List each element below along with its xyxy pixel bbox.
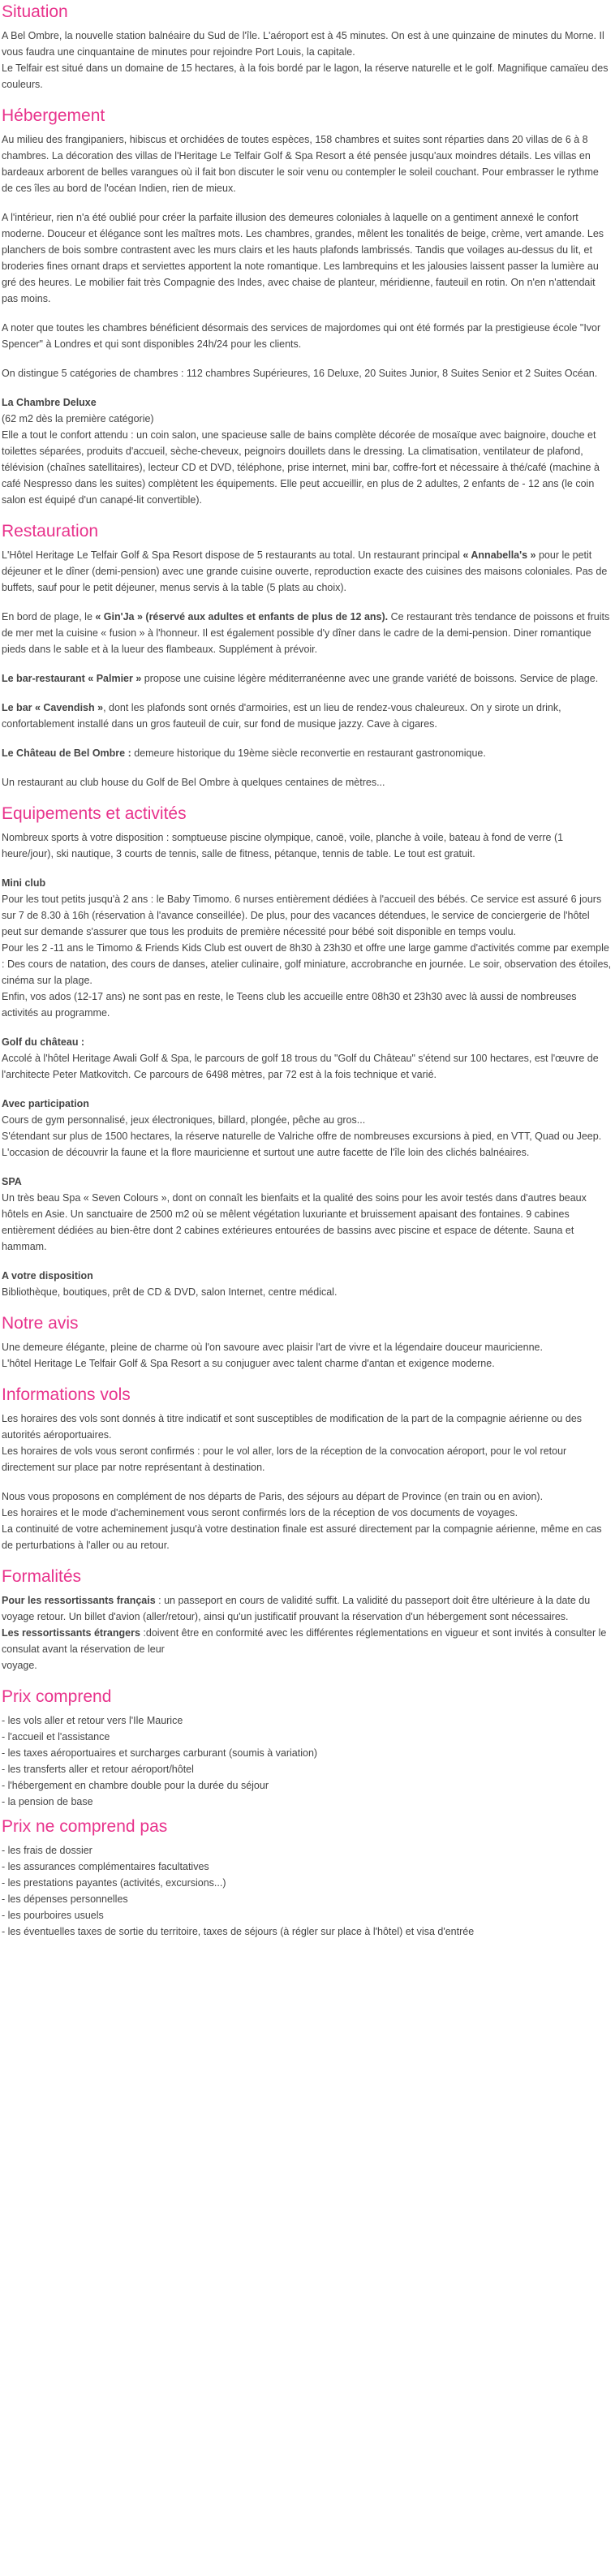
paragraph: A Bel Ombre, la nouvelle station balnéaire du Sud de l'île. L'aéroport est à 45 minutes. On est à une quinzaine de minutes du Morne. Il vous faudra une cinquantaine de minutes pour rejoindre Port Louis, la capitale. [2, 30, 604, 58]
section-title-situation: Situation [2, 2, 68, 21]
subheading-a-votre-disposition: A votre disposition [2, 1270, 93, 1282]
list-item: - l'accueil et l'assistance [2, 1731, 110, 1742]
section-restauration [2, 521, 612, 790]
section-situation [2, 2, 612, 93]
paragraph: Une demeure élégante, pleine de charme où l'on savoure avec plaisir l'art de vivre et la légendaire douceur mauricienne. [2, 1342, 543, 1353]
paragraph: L'hôtel Heritage Le Telfair Golf & Spa Resort a su conjuguer avec talent charme d'antan et exigence moderne. [2, 1358, 495, 1369]
text: pour le petit déjeuner et le dîner (demi-pension) avec une grande cuisine ouverte, reproduction exacte des cuisines des maisons coloniales. Pas de buffets, sauf pour le petit déjeuner, menus servis à la table (5 plats au choix). [2, 549, 608, 593]
paragraph: Cours de gym personnalisé, jeux électroniques, billard, plongée, pêche au gros... [2, 1114, 366, 1126]
section-prix-comprend [2, 1686, 612, 1810]
paragraph: Pour les tout petits jusqu'à 2 ans : le Baby Timomo. 6 nurses entièrement dédiées à l'accueil des bébés. Ce service est assuré 6 jours sur 7 de 8.30 à 16h (réservation à l'avance conseillée). De plus, pour des vacances détendues, le service de conciergerie de l'hôtel peut sur demande s'assurer que tous les produits de première nécessité pour bébé soit disponible en temps voulu. [2, 894, 602, 937]
restaurant-name: Le Château de Bel Ombre : [2, 747, 131, 759]
restaurant-name: « Gin'Ja » (réservé aux adultes et enfants de plus de 12 ans). [95, 611, 389, 622]
text: En bord de plage, le [2, 611, 96, 622]
restaurant-name: Le bar « Cavendish » [2, 702, 104, 713]
subheading-spa: SPA [2, 1176, 22, 1187]
section-informations-vols [2, 1385, 612, 1553]
paragraph: Elle a tout le confort attendu : un coin salon, une spacieuse salle de bains complète décorée de mosaïque avec baignoire, douche et toilettes séparées, produits d'accueil, sèche-cheveux, peignoirs douillets dans le dressing. La climatisation, ventilateur de plafond, télévision (chaînes satellitaires), lecteur CD et DVD, téléphone, prise internet, mini bar, coffre-fort et nécessaire à thé/café (machine à café Nespresso dans les suites) complètent les équipements. Elle peut accueillir, en plus de 2 adultes, 2 enfants de - 12 ans (le coin salon est équipé d'un canapé-lit convertible). [2, 429, 600, 506]
text: propose une cuisine légère méditerranéenne avec une grande variété de boissons. Service de plage. [141, 673, 599, 684]
paragraph [2, 1625, 612, 1657]
paragraph [2, 745, 612, 761]
paragraph: Les horaires et le mode d'acheminement vous seront confirmés lors de la réception de vos documents de voyages. [2, 1507, 518, 1518]
paragraph: Nous vous proposons en complément de nos départs de Paris, des séjours au départ de Province (en train ou en avion). [2, 1491, 544, 1502]
paragraph [2, 700, 612, 732]
paragraph: Un très beau Spa « Seven Colours », dont on connaît les bienfaits et la qualité des soins pour les avoir testés dans d'autres beaux hôtels en Asie. Un sanctuaire de 2500 m2 où se mêlent végétation luxuriante et bruissement apaisant des fontaines. 9 cabines entièrement dédiées au bien-être dont 2 cabines extérieures entourées de bassins avec piscine et espace de détente. Sauna et hammam. [2, 1192, 587, 1252]
section-title-hebergement: Hébergement [2, 106, 105, 125]
paragraph [2, 547, 612, 596]
restaurant-name: « Annabella's » [462, 549, 536, 561]
section-title-prix-comprend: Prix comprend [2, 1687, 112, 1706]
list-item: - les assurances complémentaires facultatives [2, 1861, 209, 1872]
page [0, 2, 615, 1951]
list-item: - la pension de base [2, 1796, 93, 1807]
paragraph [2, 670, 612, 687]
paragraph: La continuité de votre acheminement jusqu'à votre destination finale est assuré directement par la compagnie aérienne, même en cas de perturbations à l'aller ou au retour. [2, 1523, 602, 1551]
section-title-notre-avis: Notre avis [2, 1314, 79, 1333]
list-item: - les pourboires usuels [2, 1910, 104, 1921]
section-formalites [2, 1566, 612, 1674]
list-item: - les vols aller et retour vers l'Ile Maurice [2, 1715, 183, 1726]
paragraph: Le Telfair est situé dans un domaine de 15 hectares, à la fois bordé par le lagon, la réserve naturelle et le golf. Magnifique camaïeu des couleurs. [2, 62, 609, 90]
subheading-golf: Golf du château : [2, 1036, 85, 1048]
paragraph: On distingue 5 catégories de chambres : 112 chambres Supérieures, 16 Deluxe, 20 Suites Junior, 8 Suites Senior et 2 Suites Océan. [2, 368, 598, 379]
list-item: - les transferts aller et retour aéroport/hôtel [2, 1764, 194, 1775]
paragraph: Bibliothèque, boutiques, prêt de CD & DVD, salon Internet, centre médical. [2, 1286, 338, 1298]
text: Ce restaurant très tendance de poissons et fruits de mer met la cuisine « fusion » à l'honneur. Il est également possible d'y dîner dans le cadre de la demi-pension. Diner romantique pieds dans le sable et à la lueur des flambeaux. Supplément à prévoir. [2, 611, 610, 655]
paragraph: Pour les 2 -11 ans le Timomo & Friends Kids Club est ouvert de 8h30 à 23h30 et offre une large gamme d'activités comme par exemple : Des cours de natation, des cours de danses, atelier culinaire, golf miniature, accrobranche en journée. Le soir, observation des étoiles, cinéma sur la plage. [2, 942, 612, 986]
paragraph: Enfin, vos ados (12-17 ans) ne sont pas en reste, le Teens club les accueille entre 08h30 et 23h30 avec là aussi de nombreuses activités au programme. [2, 991, 577, 1019]
subheading-mini-club: Mini club [2, 877, 46, 889]
restaurant-name: Le bar-restaurant « Palmier » [2, 673, 142, 684]
text: L'Hôtel Heritage Le Telfair Golf & Spa Resort dispose de 5 restaurants au total. Un restaurant principal [2, 549, 463, 561]
list-item: - les éventuelles taxes de sortie du territoire, taxes de séjours (à régler sur place à l'hôtel) et visa d'entrée [2, 1926, 475, 1937]
list-item: - les frais de dossier [2, 1845, 92, 1856]
label: Pour les ressortissants français [2, 1595, 156, 1606]
section-equipements [2, 803, 612, 1300]
text: , dont les plafonds sont ornés d'armoiries, est un lieu de rendez-vous chaleureux. On y sirote un drink, confortablement installé dans un gros fauteuil de cuir, sur fond de musique jazzy. Cave à cigares. [2, 702, 561, 730]
section-prix-ne-comprend-pas [2, 1816, 612, 1940]
list-item: - les taxes aéroportuaires et surcharges carburant (soumis à variation) [2, 1747, 318, 1759]
text: :doivent être en conformité avec les différentes réglementations en vigueur et sont invités à consulter le consulat avant la réservation de leur [2, 1627, 607, 1655]
subheading-chambre-deluxe: La Chambre Deluxe [2, 397, 97, 408]
list-item: - les prestations payantes (activités, excursions...) [2, 1877, 226, 1889]
paragraph [2, 1592, 612, 1625]
section-title-restauration: Restauration [2, 522, 99, 541]
section-notre-avis [2, 1313, 612, 1372]
paragraph: Un restaurant au club house du Golf de Bel Ombre à quelques centaines de mètres... [2, 777, 385, 788]
section-title-prix-ne-comprend-pas: Prix ne comprend pas [2, 1817, 168, 1836]
paragraph: A l'intérieur, rien n'a été oublié pour créer la parfaite illusion des demeures coloniales à laquelle on a gentiment annexé le confort moderne. Douceur et élégance sont les maîtres mots. Les chambres, grandes, mêlent les tonalités de beige, crème, vert amande. Les planchers de bois sombre contrastent avec les murs clairs et les hauts plafonds lambrissés. Tandis que voilages au-dessus du lit, et broderies fines ornant draps et serviettes apportent la note romantique. Les lambrequins et les jalousies laissent passer la lumière au gré des heures. Le mobilier fait très Compagnie des Indes, avec chaise de planteur, méridienne, fauteuil en rotin. On n'en n'attendait pas moins. [2, 212, 604, 304]
paragraph: voyage. [2, 1660, 37, 1671]
paragraph: A noter que toutes les chambres bénéficient désormais des services de majordomes qui ont été formés par la prestigieuse école "Ivor Spencer" à Londres et qui sont disponibles 24h/24 pour les clients. [2, 322, 601, 350]
section-hebergement [2, 106, 612, 508]
paragraph: Les horaires des vols sont donnés à titre indicatif et sont susceptibles de modification de la part de la compagnie aérienne ou des autorités aéroportuaires. [2, 1413, 583, 1441]
paragraph: S'étendant sur plus de 1500 hectares, la réserve naturelle de Valriche offre de nombreuses excursions à pied, en VTT, Quad ou Jeep. L'occasion de découvrir la faune et la flore mauricienne et surtout une autre facette de l'île loin des clichés balnéaires. [2, 1131, 602, 1158]
paragraph: Les horaires de vols vous seront confirmés : pour le vol aller, lors de la réception de la convocation aéroport, pour le vol retour directement sur place par notre représentant à destination. [2, 1445, 567, 1473]
text: demeure historique du 19ème siècle reconvertie en restaurant gastronomique. [131, 747, 486, 759]
section-title-informations-vols: Informations vols [2, 1385, 131, 1404]
text: : un passeport en cours de validité suffit. La validité du passeport doit être ultérieure à la date du voyage retour. Un billet d'avion (aller/retour), ainsi qu'un justificatif prouvant la réservation d'un hébergement sont nécessaires. [2, 1595, 591, 1622]
section-title-equipements: Equipements et activités [2, 804, 187, 823]
list-item: - les dépenses personnelles [2, 1893, 128, 1905]
paragraph: Nombreux sports à votre disposition : somptueuse piscine olympique, canoë, voile, planche à voile, bateau à fond de verre (1 heure/jour), ski nautique, 3 courts de tennis, salle de fitness, pétanque, tennis de table. Le tout est gratuit. [2, 832, 564, 859]
paragraph: Au milieu des frangipaniers, hibiscus et orchidées de toutes espèces, 158 chambres et suites sont réparties dans 20 villas de 6 à 8 chambres. La décoration des villas de l'Heritage Le Telfair Golf & Spa Resort a été pensée jusqu'aux moindres détails. Les villas en bardeaux arborent de belles varangues où il fait bon discuter le soir venu ou contempler le soleil couchant. Pour embrasser le rythme de ces îles au bord de l'océan Indien, rien de mieux. [2, 134, 599, 194]
label: Les ressortissants étrangers [2, 1627, 140, 1639]
list-item: - l'hébergement en chambre double pour la durée du séjour [2, 1780, 269, 1791]
section-title-formalites: Formalités [2, 1567, 82, 1586]
paragraph [2, 609, 612, 657]
paragraph: (62 m2 dès la première catégorie) [2, 413, 154, 424]
subheading-avec-participation: Avec participation [2, 1098, 89, 1109]
paragraph: Accolé à l'hôtel Heritage Awali Golf & Spa, le parcours de golf 18 trous du "Golf du Château" s'étend sur 100 hectares, est l'œuvre de l'architecte Peter Matkovitch. Ce parcours de 6498 mètres, par 72 est à la fois technique et varié. [2, 1053, 599, 1080]
